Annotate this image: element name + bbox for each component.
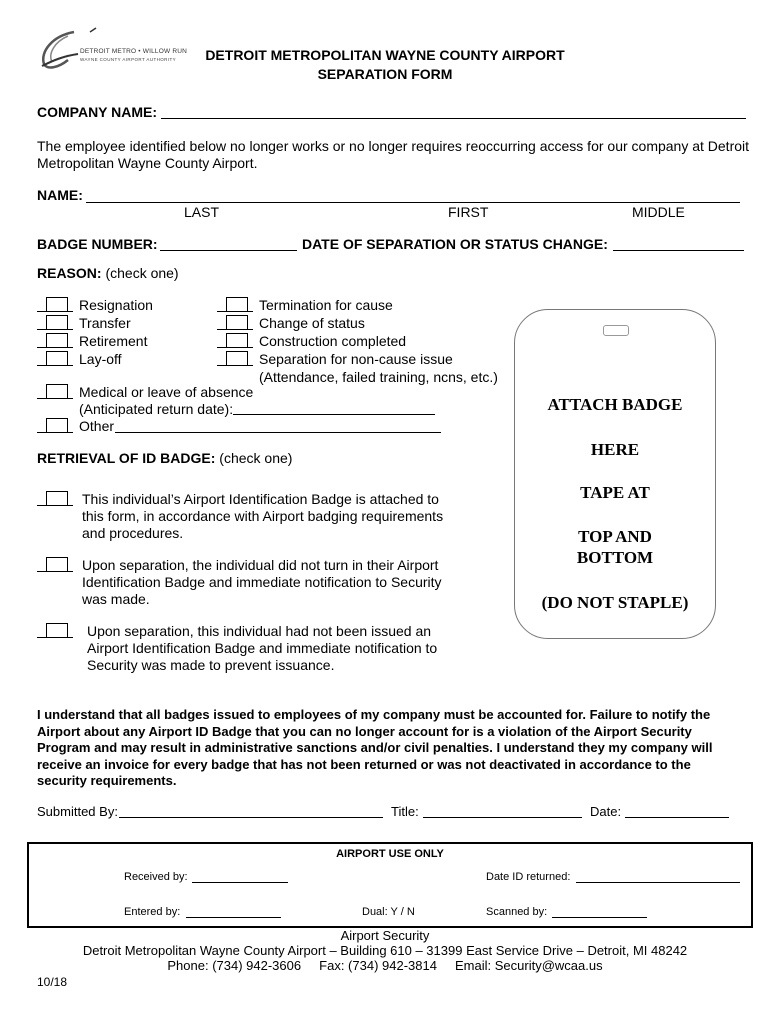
badge-number-field[interactable]	[160, 250, 297, 251]
reason-hint: (check one)	[105, 265, 179, 281]
date-id-returned-field[interactable]	[576, 882, 740, 883]
option-resignation: Resignation	[79, 297, 153, 313]
badge-instruction-3: TAPE AT	[580, 483, 650, 502]
badge-instruction-1: ATTACH BADGE	[547, 395, 683, 414]
name-first-caption: FIRST	[448, 204, 489, 220]
retrieval-option-1-line-3: and procedures.	[82, 525, 184, 541]
airport-use-heading: AIRPORT USE ONLY	[336, 848, 444, 860]
airport-use-only-box	[27, 842, 753, 928]
intro-line-1: The employee identified below no longer works or no longer requires reoccurring access for our company at Detroit	[37, 138, 750, 154]
separation-date-field[interactable]	[613, 250, 744, 251]
intro-line-2: Metropolitan Wayne County Airport.	[37, 155, 258, 171]
title-field[interactable]	[423, 817, 582, 818]
entered-by-label: Entered by:	[124, 906, 181, 918]
option-change-of-status: Change of status	[259, 315, 365, 331]
submitted-by-label: Submitted By:	[37, 804, 118, 819]
option-construction-completed: Construction completed	[259, 333, 407, 349]
badge-slot-icon	[603, 325, 629, 336]
received-by-label: Received by:	[124, 871, 188, 883]
option-transfer: Transfer	[79, 315, 131, 331]
retrieval-heading	[37, 450, 292, 466]
other-reason-field[interactable]	[115, 432, 441, 433]
company-name-field[interactable]	[161, 118, 746, 119]
date-label: Date:	[590, 804, 622, 819]
form-title: DETROIT METROPOLITAN WAYNE COUNTY AIRPORT	[205, 47, 565, 63]
logo-text-secondary: WAYNE COUNTY AIRPORT AUTHORITY	[80, 57, 177, 62]
statement-line-3: Program and may result in administrative sanctions and/or civil penalties. I understand they my company will	[37, 740, 713, 755]
form-revision: 10/18	[37, 975, 68, 989]
retrieval-option-2-line-1: Upon separation, the individual did not turn in their Airport	[82, 557, 439, 573]
statement-line-2: Airport about any Airport ID Badge that you can no longer account for is a violation of the Airport Security	[37, 723, 692, 739]
badge-instruction-5: BOTTOM	[576, 548, 654, 567]
reason-heading	[37, 265, 179, 281]
footer-address: Detroit Metropolitan Wayne County Airport – Building 610 – 31399 East Service Drive – Detroit, MI 48242	[82, 943, 688, 958]
retrieval-option-1-line-1: This individual’s Airport Identification Badge is attached to	[82, 491, 439, 507]
statement-line-1: I understand that all badges issued to employees of my company must be accounted for. Failure to notify the	[37, 707, 711, 722]
title-label: Title:	[391, 804, 419, 819]
option-retirement: Retirement	[79, 333, 148, 349]
scanned-by-label: Scanned by:	[486, 906, 548, 918]
retrieval-option-1-line-2: this form, in accordance with Airport badging requirements	[82, 508, 444, 524]
date-id-returned-label: Date ID returned:	[486, 871, 571, 883]
retrieval-option-3-line-1: Upon separation, this individual had not been issued an	[87, 623, 432, 639]
retrieval-hint: (check one)	[219, 450, 293, 466]
scanned-by-field[interactable]	[552, 917, 647, 918]
option-termination-for-cause: Termination for cause	[259, 297, 393, 313]
badge-instruction-2: HERE	[590, 440, 640, 459]
date-field[interactable]	[625, 817, 729, 818]
statement-line-5: security requirements.	[37, 773, 177, 788]
retrieval-label: RETRIEVAL OF ID BADGE:	[37, 450, 216, 466]
company-name-label: COMPANY NAME:	[37, 104, 158, 120]
logo-text-primary: DETROIT METRO • WILLOW RUN	[80, 48, 188, 55]
retrieval-option-3-line-2: Airport Identification Badge and immediate notification to	[87, 640, 438, 656]
dual-selector[interactable]: Dual: Y / N	[362, 906, 415, 918]
reason-label: REASON:	[37, 265, 102, 281]
form-subtitle: SEPARATION FORM	[317, 66, 453, 82]
submitted-by-field[interactable]	[119, 817, 383, 818]
footer-department: Airport Security	[340, 928, 430, 943]
received-by-field[interactable]	[192, 882, 288, 883]
acknowledgement-statement	[37, 707, 749, 790]
option-non-cause-separation: Separation for non-cause issue	[259, 351, 453, 367]
name-field[interactable]	[86, 202, 740, 203]
name-middle-caption: MIDDLE	[632, 204, 685, 220]
badge-number-label: BADGE NUMBER:	[37, 236, 158, 252]
footer-contact: Phone: (734) 942-3606 Fax: (734) 942-3814 Email: Security@wcaa.us	[167, 958, 603, 973]
name-label: NAME:	[37, 187, 83, 203]
name-last-caption: LAST	[184, 204, 220, 220]
non-cause-detail: (Attendance, failed training, ncns, etc.)	[259, 369, 498, 385]
option-other: Other	[79, 418, 115, 434]
retrieval-option-2-line-3: was made.	[82, 591, 150, 607]
option-lay-off: Lay-off	[79, 351, 122, 367]
anticipated-return-field[interactable]	[233, 414, 435, 415]
option-medical-leave: Medical or leave of absence	[79, 384, 254, 400]
badge-attach-area	[514, 309, 716, 639]
statement-line-4: receive an invoice for every badge that has not been returned or was not deactivated in accordance to the	[37, 756, 691, 772]
separation-date-label: DATE OF SEPARATION OR STATUS CHANGE:	[302, 236, 608, 252]
anticipated-return-label: (Anticipated return date):	[79, 401, 234, 417]
retrieval-option-2-line-2: Identification Badge and immediate notification to Security	[82, 574, 442, 590]
badge-instruction-4: TOP AND	[578, 527, 652, 546]
badge-instruction-6: (DO NOT STAPLE)	[541, 593, 689, 612]
entered-by-field[interactable]	[186, 917, 281, 918]
retrieval-option-3-line-3: Security was made to prevent issuance.	[87, 657, 335, 673]
